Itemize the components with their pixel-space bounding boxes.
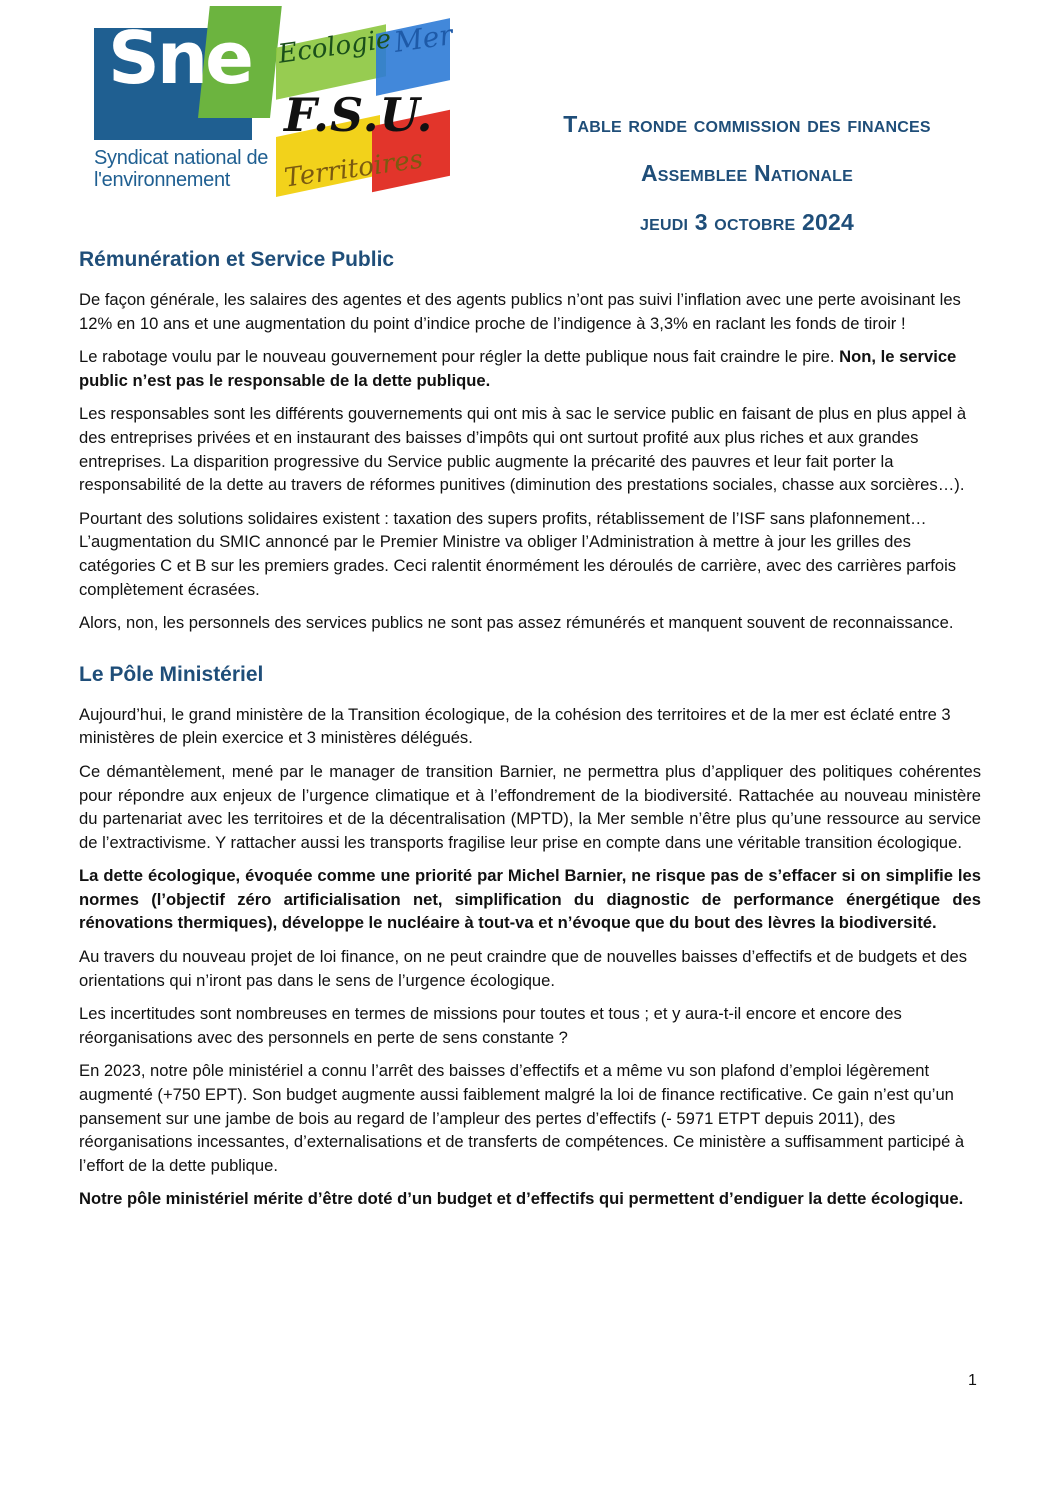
paragraph: Au travers du nouveau projet de loi finance, on ne peut craindre que de nouvelles baisses d’effectifs et de budgets et des orientations qui n’iront pas dans le sens de l’urgence écologique. <box>79 947 968 990</box>
paragraph-bold-text: Non, le service public n’est pas le responsable de la dette publique. <box>79 347 957 390</box>
paragraph-text: Le rabotage voulu par le nouveau gouvernement pour régler la dette publique nous fait craindre le pire. <box>79 347 840 367</box>
paragraph: Les incertitudes sont nombreuses en termes de missions pour toutes et tous ; et y aura-t-il encore et encore des réorganisations avec des personnels en perte de sens constante ? <box>79 1004 902 1047</box>
sne-logo-wordmark: Sne <box>108 16 251 100</box>
fsu-logo <box>276 18 455 198</box>
paragraph-bold: Notre pôle ministériel mérite d’être doté d’un budget et d’effectifs qui permettent d’endiguer la dette écologique. <box>79 1189 964 1209</box>
sne-logo-subtitle <box>94 147 272 191</box>
paragraph: De façon générale, les salaires des agentes et des agents publics n’ont pas suivi l’inflation avec une perte avoisinant les 12% en 10 ans et une augmentation du point d’indice proche de l’indigence à 3,3% en raclant les fonds de tiroir ! <box>79 290 961 333</box>
fsu-logo-territoires: Territoires <box>282 144 425 194</box>
fsu-logo-wordmark: F.S.U. <box>284 88 434 142</box>
paragraph: Les responsables sont les différents gouvernements qui ont mis à sac le service public en faisant de plus en plus appel à des entreprises privées et en instaurant des baisses d’impôts qui ont surtout profité aux plus riches et aux grandes entreprises. La disparition progressive du Service public augmente la précarité des pauvres et leur fait porter la responsabilité de la dette au travers de réformes punitives (diminution des prestations sociales, chasse aux sorcières…). <box>79 404 967 495</box>
sne-logo-subtitle-line2: l'environnement <box>94 169 231 191</box>
section-heading-remuneration: Rémunération et Service Public <box>79 248 395 271</box>
paragraph-bold: La dette écologique, évoquée comme une priorité par Michel Barnier, ne risque pas de s’effacer si on simplifie les normes (l’objectif zéro artificialisation net, simplification du diagnostic de performance énergétique des rénovations thermiques), développe le nucléaire à tout-va et n’évoque que du bout des lèvres la biodiversité. <box>79 866 981 933</box>
paragraph <box>79 345 981 392</box>
fsu-logo-mer: Mer <box>391 18 455 59</box>
sne-logo <box>94 6 270 196</box>
title-line-2: Assemblee Nationale <box>640 160 853 186</box>
paragraph: Pourtant des solutions solidaires existent : taxation des supers profits, rétablissement de l’ISF sans plafonnement… L’augmentation du SMIC annoncé par le Premier Ministre va obliger l’Administration à mettre à jour les grilles des catégories C et B sur les premiers grades. Ceci ralentit énormément les déroulés de carrière, avec des carrières parfois complètement écrasées. <box>79 508 957 599</box>
title-line-1: Table ronde commission des finances <box>563 111 931 137</box>
paragraph: Alors, non, les personnels des services publics ne sont pas assez rémunérés et manquent souvent de reconnaissance. <box>79 613 954 633</box>
document-body <box>79 246 981 1221</box>
page-number: 1 <box>968 1372 977 1389</box>
sne-logo-subtitle-line1: Syndicat national de <box>94 147 269 169</box>
paragraph: Ce démantèlement, mené par le manager de transition Barnier, ne permettra plus d’appliquer des politiques cohérentes pour répondre aux enjeux de l’urgence climatique et à l’effondrement de la biodiversité. Rattachée au nouveau ministère du partenariat avec les territoires et de la décentralisation (MPTD), la Mer semble n’être plus qu’une ressource au service de l’extractivisme. Y rattacher aussi les transports fragilise leur prise en compte dans une véritable transition écologique. <box>79 761 981 852</box>
document-title <box>470 100 1000 247</box>
paragraph: En 2023, notre pôle ministériel a connu l’arrêt des baisses d’effectifs et a même vu son plafond d’emploi légèrement augmenté (+750 EPT). Son budget augmente aussi faiblement malgré la loi de finance rectificative. Ce gain n’est qu’un pansement sur une jambe de bois au regard de l’ampleur des pertes d’effectifs (- 5971 ETPT depuis 2011), des réorganisations incessantes, d’externalisations et de transferts de compétences. Ce ministère a suffisamment participé à l’effort de la dette publique. <box>79 1061 965 1175</box>
paragraph: Aujourd’hui, le grand ministère de la Transition écologique, de la cohésion des territoires et de la mer est éclaté entre 3 ministères de plein exercice et 3 ministères délégués. <box>79 704 951 748</box>
fsu-logo-ecologie: Ecologie <box>276 24 394 70</box>
title-line-3: jeudi 3 octobre 2024 <box>640 209 854 235</box>
section-heading-pole-ministeriel: Le Pôle Ministériel <box>79 662 264 686</box>
